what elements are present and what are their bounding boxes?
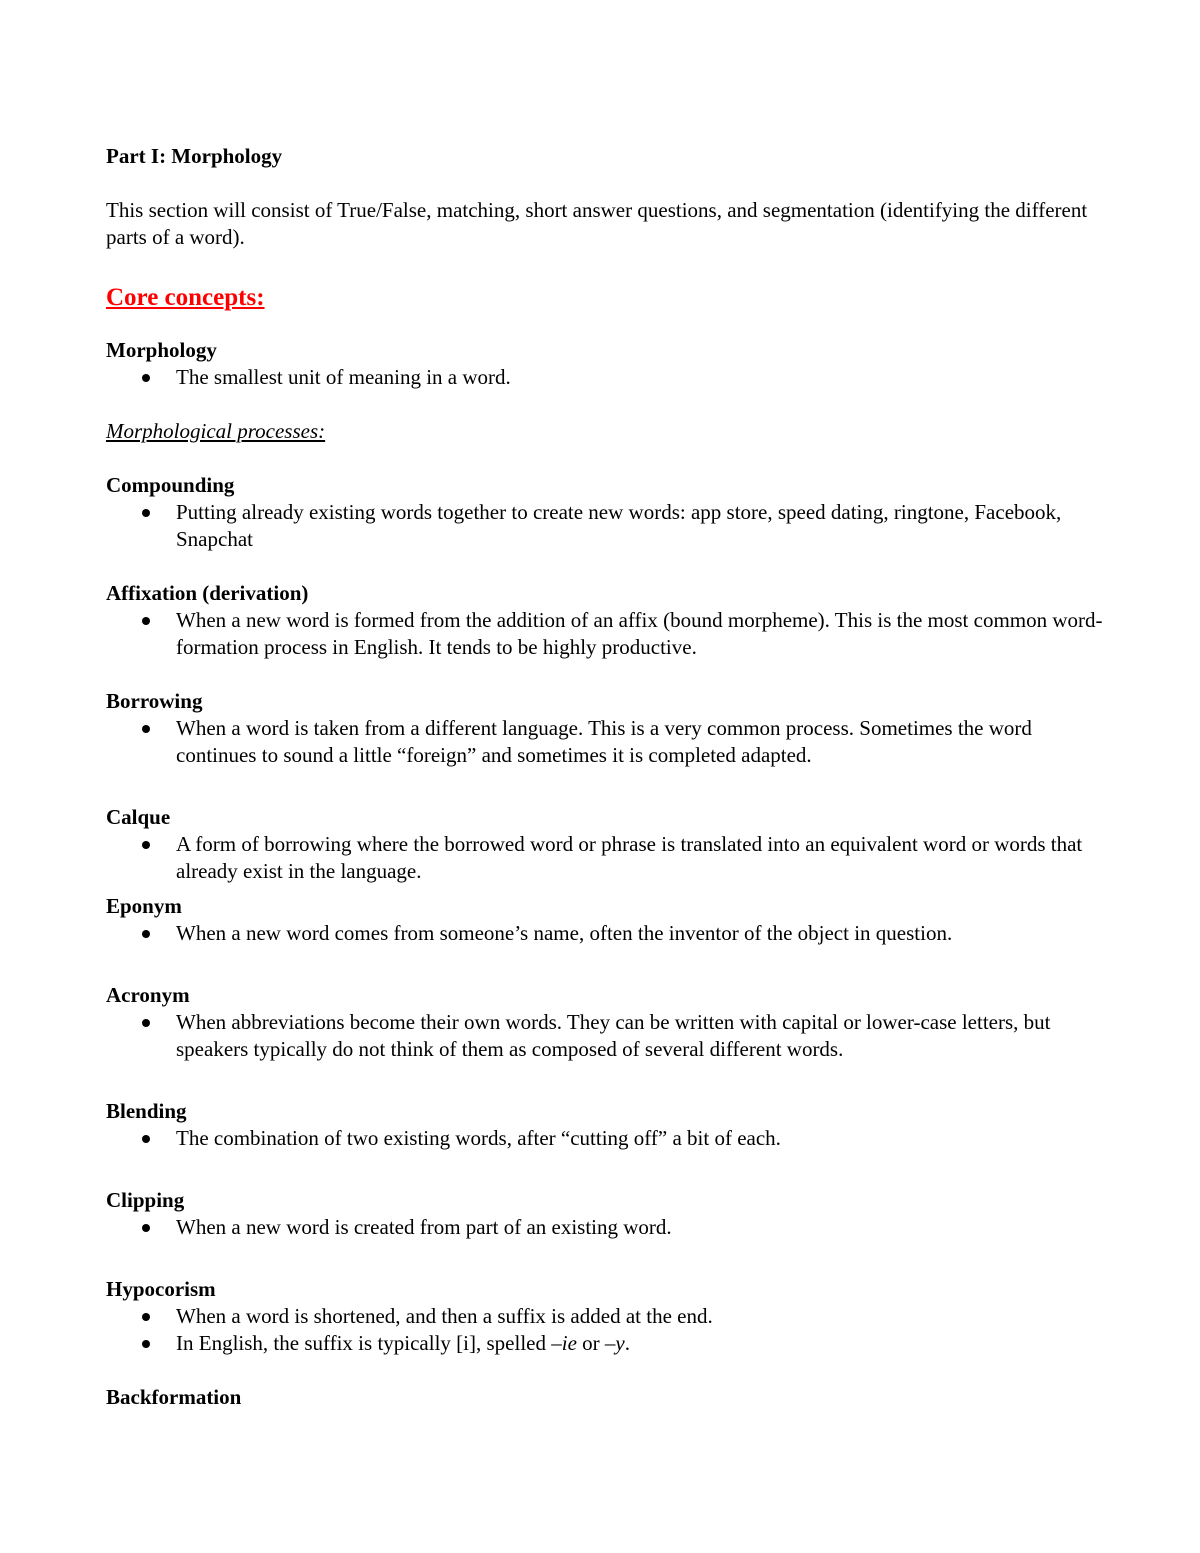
document-page — [106, 143, 1106, 1411]
term-compounding — [106, 472, 1106, 553]
core-concepts-heading: Core concepts: — [106, 284, 265, 311]
term-acronym — [106, 982, 1106, 1063]
term-title: Eponym — [106, 894, 182, 918]
bullet-icon — [142, 1340, 150, 1348]
section-intro: This section will consist of True/False, matching, short answer questions, and segmentation (identifying the different parts of a word). — [106, 198, 1088, 249]
term-borrowing — [106, 688, 1106, 769]
bullet-icon — [142, 930, 150, 938]
list-item: Putting already existing words together to create new words: app store, speed dating, ringtone, Facebook, Snapchat — [106, 499, 1106, 553]
term-title: Affixation (derivation) — [106, 581, 309, 605]
morphological-processes-heading: Morphological processes: — [106, 419, 326, 443]
list-item: The smallest unit of meaning in a word. — [106, 364, 1106, 391]
list-item: When a new word is created from part of an existing word. — [106, 1214, 1106, 1241]
bullet-icon — [142, 1313, 150, 1321]
bullet-icon — [142, 509, 150, 517]
bullet-icon — [142, 374, 150, 382]
list-item: When a new word is formed from the addition of an affix (bound morpheme). This is the most common word-formation process in English. It tends to be highly productive. — [106, 607, 1106, 661]
term-backformation — [106, 1384, 1106, 1411]
term-blending — [106, 1098, 1106, 1152]
term-title: Acronym — [106, 983, 190, 1007]
term-calque — [106, 804, 1106, 885]
bullet-icon — [142, 1135, 150, 1143]
term-affixation — [106, 580, 1106, 661]
list-item: When a new word comes from someone’s name, often the inventor of the object in question. — [106, 920, 1106, 947]
term-title: Morphology — [106, 338, 217, 362]
list-item: When a word is taken from a different language. This is a very common process. Sometimes the word continues to sound a little “foreign” and sometimes it is completed adapted. — [106, 715, 1106, 769]
term-hypocorism — [106, 1276, 1106, 1357]
bullet-icon — [142, 725, 150, 733]
term-title: Compounding — [106, 473, 235, 497]
part-title: Part I: Morphology — [106, 144, 283, 168]
term-morphology — [106, 337, 1106, 391]
term-title: Hypocorism — [106, 1277, 216, 1301]
bullet-icon — [142, 841, 150, 849]
bullet-icon — [142, 617, 150, 625]
term-title: Calque — [106, 805, 171, 829]
list-item: When a word is shortened, and then a suffix is added at the end. — [106, 1303, 1106, 1330]
term-title: Blending — [106, 1099, 187, 1123]
list-item: A form of borrowing where the borrowed word or phrase is translated into an equivalent word or words that already exist in the language. — [106, 831, 1106, 885]
term-clipping — [106, 1187, 1106, 1241]
list-item: The combination of two existing words, after “cutting off” a bit of each. — [106, 1125, 1106, 1152]
bullet-icon — [142, 1224, 150, 1232]
bullet-icon — [142, 1019, 150, 1027]
term-title: Backformation — [106, 1385, 242, 1409]
list-item: When abbreviations become their own words. They can be written with capital or lower-case letters, but speakers typically do not think of them as composed of several different words. — [106, 1009, 1106, 1063]
term-title: Borrowing — [106, 689, 203, 713]
list-item: In English, the suffix is typically [i], spelled –ie or –y. — [106, 1330, 1106, 1357]
term-title: Clipping — [106, 1188, 185, 1212]
term-eponym — [106, 893, 1106, 947]
